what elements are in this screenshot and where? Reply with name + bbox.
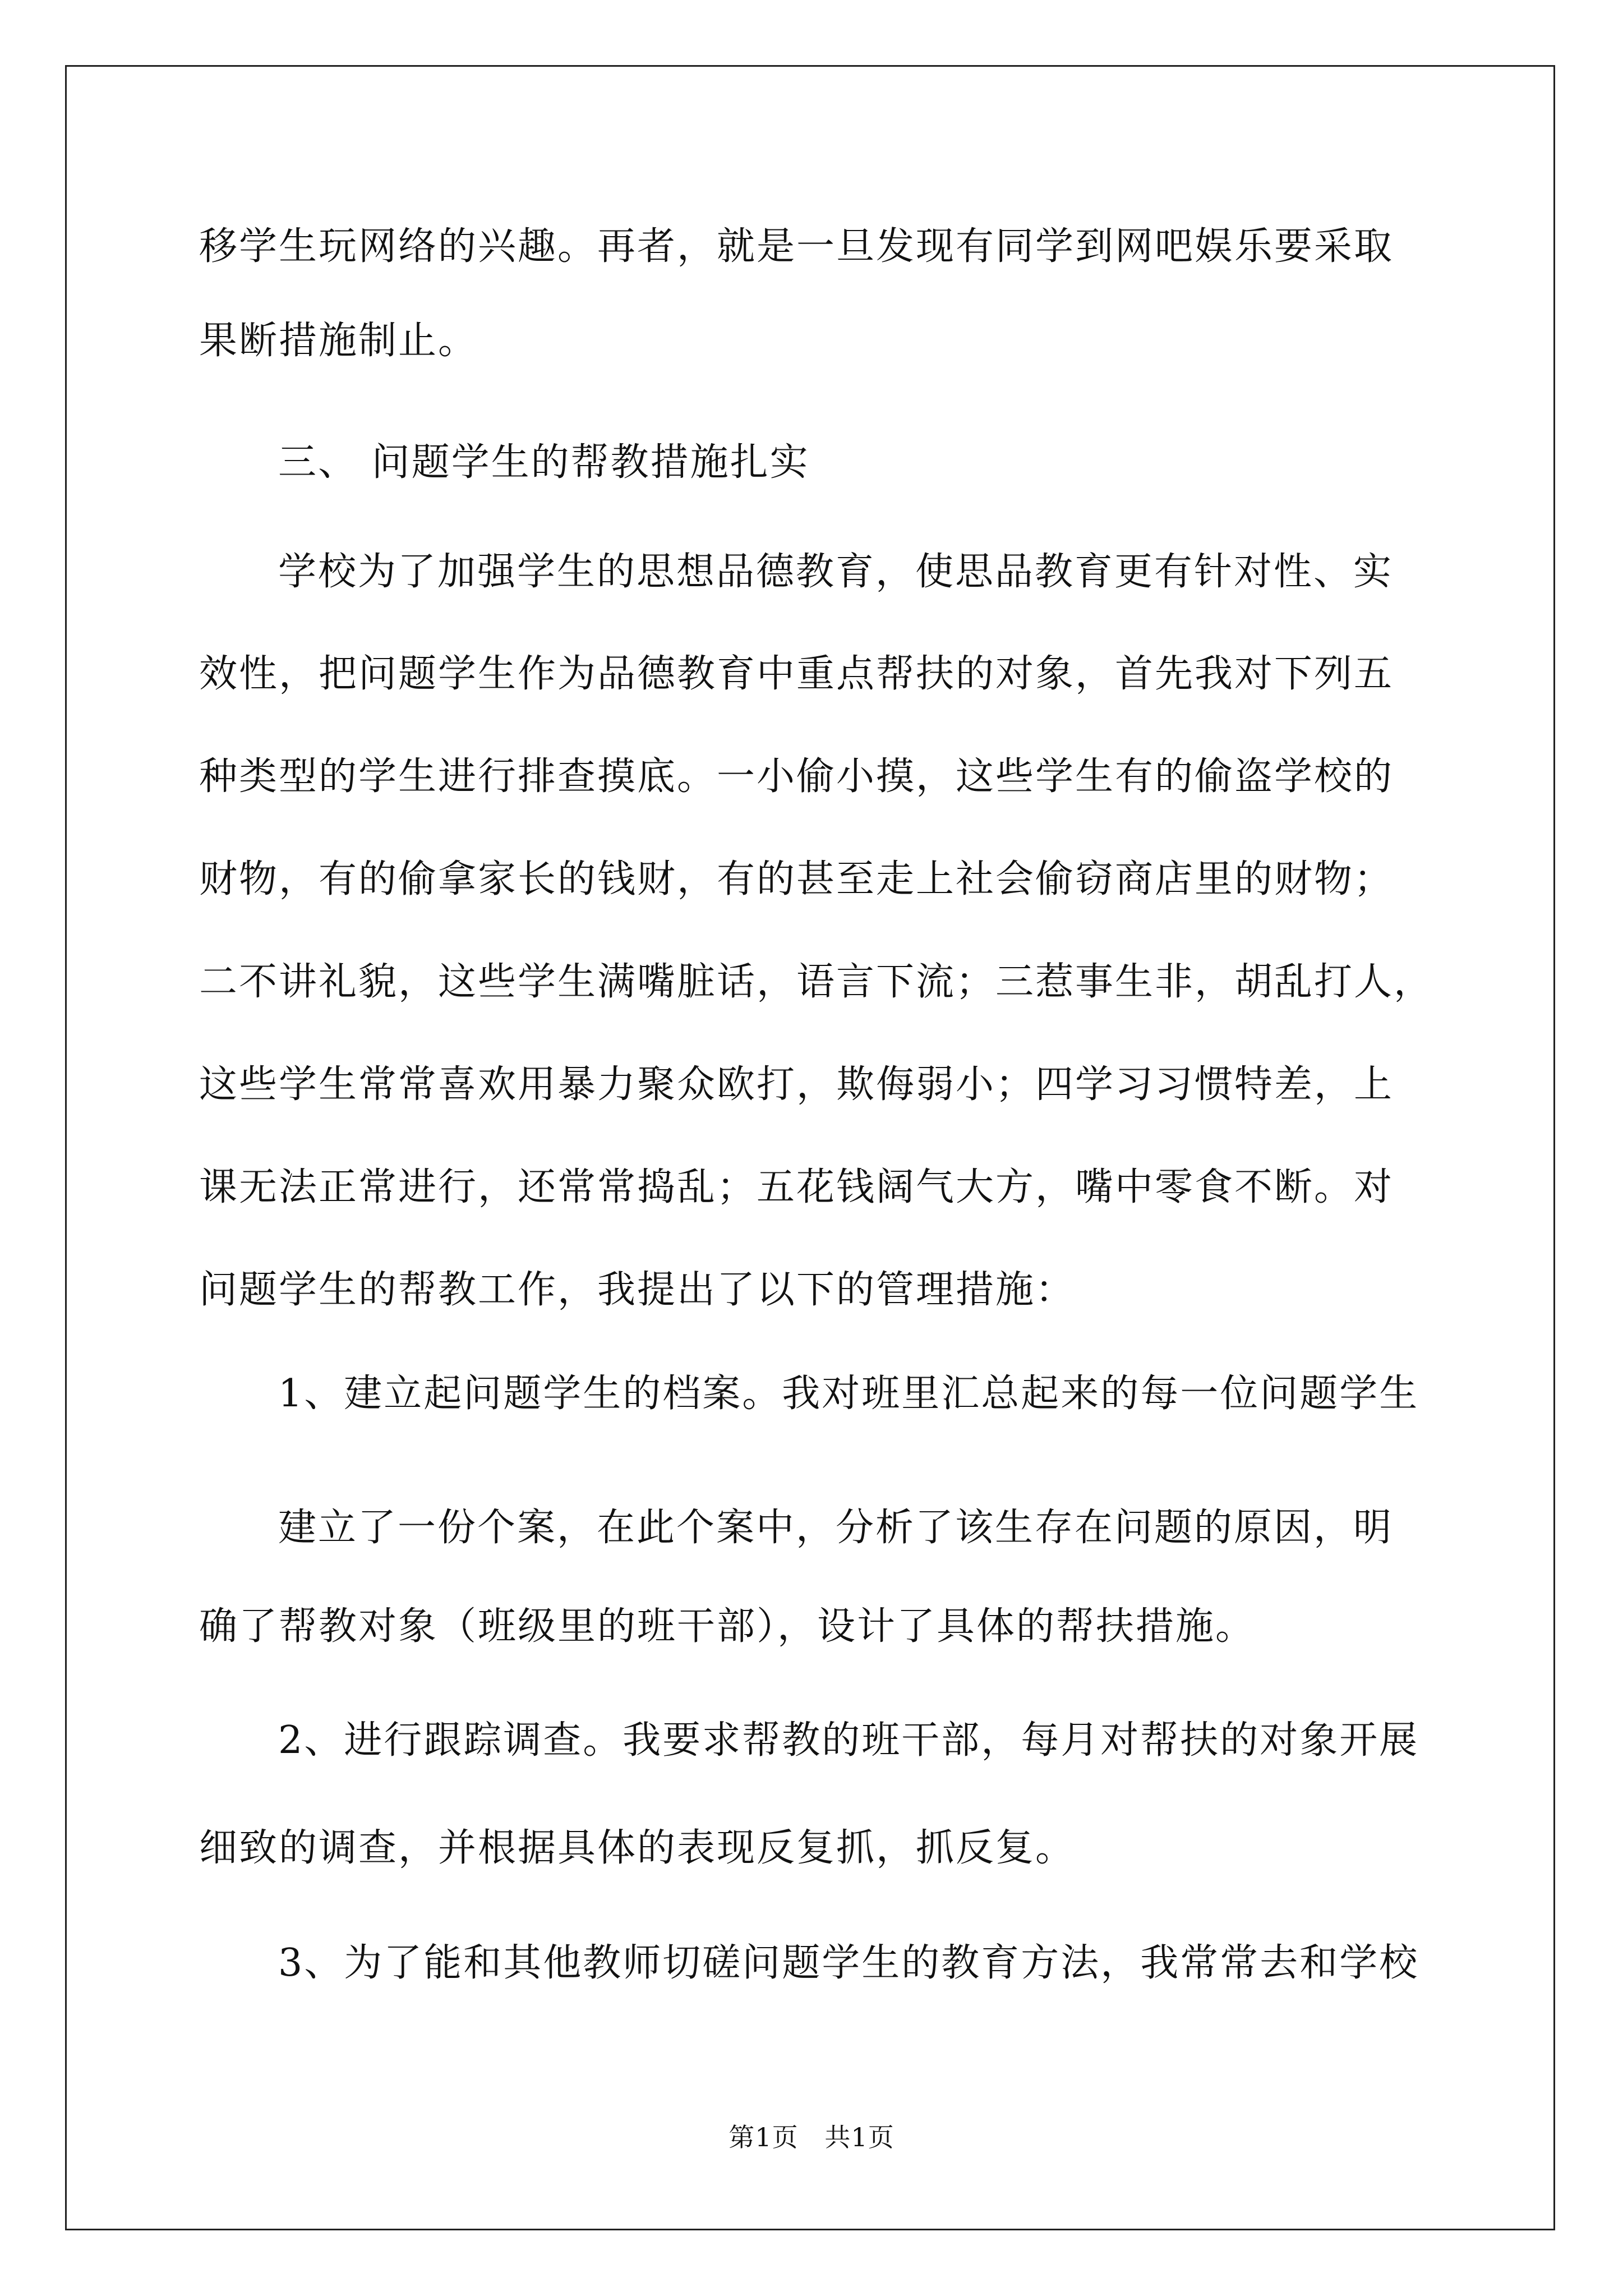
text-line: 课无法正常进行，还常常捣乱；五花钱阔气大方，嘴中零食不断。对 <box>199 1165 1394 1209</box>
text-line: 二不讲礼貌，这些学生满嘴脏话，语言下流；三惹事生非，胡乱打人， <box>199 960 1434 1004</box>
list-item: 1、建立起问题学生的档案。我对班里汇总起来的每一位问题学生 <box>278 1372 1419 1416</box>
list-item: 2、进行跟踪调查。我要求帮教的班干部，每月对帮扶的对象开展 <box>278 1718 1419 1763</box>
text-line: 问题学生的帮教工作，我提出了以下的管理措施： <box>199 1268 1076 1312</box>
text-line: 确了帮教对象（班级里的班干部），设计了具体的帮扶措施。 <box>199 1604 1256 1649</box>
text-line: 细致的调查，并根据具体的表现反复抓，抓反复。 <box>199 1826 1076 1870</box>
list-item: 3、为了能和其他教师切磋问题学生的教育方法，我常常去和学校 <box>278 1941 1419 1985</box>
text-line: 这些学生常常喜欢用暴力聚众欧打，欺侮弱小；四学习习惯特差，上 <box>199 1062 1394 1107</box>
text-line: 财物，有的偷拿家长的钱财，有的甚至走上社会偷窃商店里的财物； <box>199 857 1394 901</box>
text-line: 效性，把问题学生作为品德教育中重点帮扶的对象，首先我对下列五 <box>199 652 1394 696</box>
section-heading: 三、 问题学生的帮教措施扎实 <box>278 440 810 485</box>
text-line: 移学生玩网络的兴趣。再者，就是一旦发现有同学到网吧娱乐要采取 <box>199 224 1394 269</box>
text-line: 种类型的学生进行排查摸底。一小偷小摸，这些学生有的偷盗学校的 <box>199 754 1394 799</box>
page-border <box>65 65 1555 2230</box>
page-footer: 第1页 共1页 <box>728 2122 895 2152</box>
text-line: 学校为了加强学生的思想品德教育，使思品教育更有针对性、实 <box>278 550 1394 594</box>
text-line: 建立了一份个案，在此个案中，分析了该生存在问题的原因，明 <box>278 1506 1394 1550</box>
text-line: 果断措施制止。 <box>199 319 478 363</box>
